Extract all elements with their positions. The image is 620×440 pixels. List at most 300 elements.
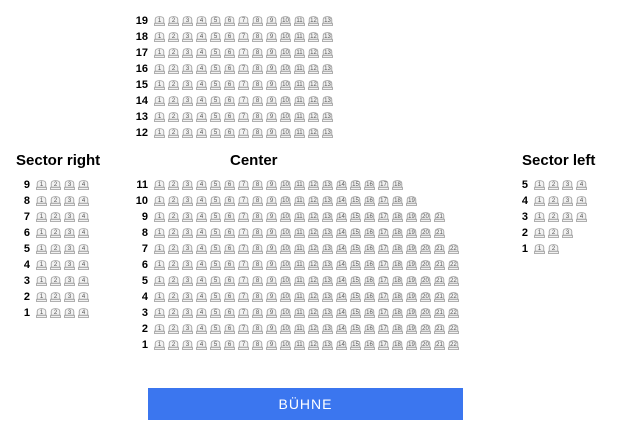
seat[interactable]: 5 [209,227,222,240]
seat[interactable]: 10 [282,50,289,56]
seat[interactable]: 21 [436,278,443,284]
seat[interactable]: 2 [547,243,560,256]
seat[interactable]: 11 [296,34,303,40]
seat[interactable]: 4 [77,195,90,208]
seat[interactable]: 14 [338,198,345,204]
seat[interactable]: 1 [533,243,546,256]
seat[interactable]: 6 [223,307,236,320]
seat[interactable]: 3 [63,211,76,224]
seat[interactable]: 10 [282,130,289,136]
seat[interactable]: 3 [181,111,194,124]
seat[interactable]: 1 [153,63,166,76]
seat[interactable]: 4 [195,31,208,44]
seat[interactable]: 9 [265,179,278,192]
seat[interactable]: 1 [153,243,166,256]
seat[interactable]: 3 [63,291,76,304]
seat[interactable]: 7 [237,63,250,76]
seat[interactable]: 11 [296,114,303,120]
seat[interactable]: 6 [223,95,236,108]
seat[interactable]: 9 [265,323,278,336]
seat[interactable]: 5 [209,291,222,304]
seat[interactable]: 11 [296,342,303,348]
seat[interactable]: 2 [547,211,560,224]
seat[interactable]: 7 [237,127,250,140]
seat[interactable]: 4 [195,15,208,28]
seat[interactable]: 22 [450,262,457,268]
seat[interactable]: 10 [282,326,289,332]
seat[interactable]: 12 [310,294,317,300]
seat[interactable]: 6 [223,291,236,304]
seat[interactable]: 11 [296,326,303,332]
seat[interactable]: 11 [296,198,303,204]
seat[interactable]: 7 [237,111,250,124]
seat[interactable]: 1 [153,195,166,208]
seat[interactable]: 1 [533,227,546,240]
seat[interactable]: 2 [547,227,560,240]
seat[interactable]: 10 [282,182,289,188]
seat[interactable]: 10 [282,278,289,284]
seat[interactable]: 20 [422,230,429,236]
seat[interactable]: 6 [223,127,236,140]
seat[interactable]: 4 [575,195,588,208]
seat[interactable]: 20 [422,214,429,220]
seat[interactable]: 8 [251,47,264,60]
seat[interactable]: 3 [63,195,76,208]
seat[interactable]: 22 [450,310,457,316]
seat[interactable]: 7 [237,95,250,108]
seat[interactable]: 16 [366,230,373,236]
seat[interactable]: 12 [310,198,317,204]
seat[interactable]: 21 [436,262,443,268]
seat[interactable]: 12 [310,98,317,104]
seat[interactable]: 13 [324,294,331,300]
seat[interactable]: 17 [380,262,387,268]
seat[interactable]: 11 [296,50,303,56]
seat[interactable]: 4 [195,79,208,92]
seat[interactable]: 6 [223,339,236,352]
seat[interactable]: 21 [436,214,443,220]
seat[interactable]: 4 [195,47,208,60]
seat[interactable]: 5 [209,307,222,320]
seat[interactable]: 3 [181,15,194,28]
seat[interactable]: 12 [310,214,317,220]
seat[interactable]: 10 [282,246,289,252]
seat[interactable]: 3 [181,259,194,272]
seat[interactable]: 7 [237,211,250,224]
seat[interactable]: 7 [237,179,250,192]
seat[interactable]: 2 [167,47,180,60]
seat[interactable]: 21 [436,230,443,236]
seat[interactable]: 6 [223,323,236,336]
seat[interactable]: 8 [251,211,264,224]
seat[interactable]: 1 [153,15,166,28]
seat[interactable]: 11 [296,278,303,284]
seat[interactable]: 6 [223,111,236,124]
seat[interactable]: 7 [237,79,250,92]
seat[interactable]: 4 [195,63,208,76]
seat[interactable]: 11 [296,66,303,72]
seat[interactable]: 19 [408,198,415,204]
seat[interactable]: 14 [338,326,345,332]
seat[interactable]: 6 [223,243,236,256]
seat[interactable]: 3 [181,179,194,192]
seat[interactable]: 17 [380,246,387,252]
seat[interactable]: 1 [533,195,546,208]
seat[interactable]: 8 [251,259,264,272]
seat[interactable]: 15 [352,294,359,300]
seat[interactable]: 3 [181,47,194,60]
seat[interactable]: 22 [450,278,457,284]
seat[interactable]: 8 [251,339,264,352]
seat[interactable]: 9 [265,79,278,92]
seat[interactable]: 1 [533,211,546,224]
seat[interactable]: 18 [394,310,401,316]
seat[interactable]: 15 [352,182,359,188]
seat[interactable]: 15 [352,278,359,284]
seat[interactable]: 7 [237,275,250,288]
seat[interactable]: 8 [251,15,264,28]
seat[interactable]: 8 [251,275,264,288]
seat[interactable]: 3 [561,227,574,240]
seat[interactable]: 2 [167,339,180,352]
seat[interactable]: 3 [181,339,194,352]
seat[interactable]: 12 [310,262,317,268]
seat[interactable]: 2 [167,243,180,256]
seat[interactable]: 4 [195,227,208,240]
seat[interactable]: 13 [324,230,331,236]
seat[interactable]: 2 [167,227,180,240]
seat[interactable]: 16 [366,326,373,332]
seat[interactable]: 14 [338,342,345,348]
seat[interactable]: 3 [181,63,194,76]
seat[interactable]: 14 [338,278,345,284]
seat[interactable]: 16 [366,310,373,316]
seat[interactable]: 3 [181,195,194,208]
seat[interactable]: 10 [282,294,289,300]
seat[interactable]: 5 [209,211,222,224]
seat[interactable]: 10 [282,82,289,88]
seat[interactable]: 3 [561,179,574,192]
seat[interactable]: 2 [49,243,62,256]
seat[interactable]: 1 [35,243,48,256]
seat[interactable]: 5 [209,259,222,272]
seat[interactable]: 4 [77,307,90,320]
seat[interactable]: 15 [352,246,359,252]
seat[interactable]: 8 [251,31,264,44]
seat[interactable]: 6 [223,275,236,288]
seat[interactable]: 20 [422,326,429,332]
seat[interactable]: 11 [296,130,303,136]
seat[interactable]: 3 [63,179,76,192]
seat[interactable]: 20 [422,310,429,316]
seat[interactable]: 17 [380,182,387,188]
seat[interactable]: 2 [49,227,62,240]
seat[interactable]: 18 [394,214,401,220]
seat[interactable]: 22 [450,342,457,348]
seat[interactable]: 13 [324,246,331,252]
seat[interactable]: 4 [195,211,208,224]
seat[interactable]: 2 [167,323,180,336]
seat[interactable]: 17 [380,342,387,348]
seat[interactable]: 2 [167,127,180,140]
seat[interactable]: 2 [49,259,62,272]
seat[interactable]: 19 [408,294,415,300]
seat[interactable]: 4 [195,179,208,192]
seat[interactable]: 10 [282,34,289,40]
seat[interactable]: 13 [324,18,331,24]
seat[interactable]: 18 [394,230,401,236]
seat[interactable]: 3 [63,227,76,240]
seat[interactable]: 12 [310,18,317,24]
seat[interactable]: 5 [209,243,222,256]
seat[interactable]: 6 [223,259,236,272]
seat[interactable]: 6 [223,31,236,44]
seat[interactable]: 12 [310,50,317,56]
seat[interactable]: 4 [195,111,208,124]
seat[interactable]: 20 [422,342,429,348]
seat[interactable]: 8 [251,195,264,208]
seat[interactable]: 18 [394,198,401,204]
seat[interactable]: 3 [181,211,194,224]
seat[interactable]: 7 [237,15,250,28]
seat[interactable]: 17 [380,230,387,236]
seat[interactable]: 2 [49,195,62,208]
seat[interactable]: 17 [380,310,387,316]
seat[interactable]: 15 [352,310,359,316]
seat[interactable]: 3 [181,127,194,140]
seat[interactable]: 10 [282,66,289,72]
seat[interactable]: 16 [366,182,373,188]
seat[interactable]: 15 [352,198,359,204]
seat[interactable]: 12 [310,326,317,332]
seat[interactable]: 5 [209,111,222,124]
seat[interactable]: 4 [195,307,208,320]
seat[interactable]: 15 [352,342,359,348]
seat[interactable]: 2 [167,291,180,304]
seat[interactable]: 17 [380,326,387,332]
seat[interactable]: 5 [209,95,222,108]
seat[interactable]: 1 [35,275,48,288]
seat[interactable]: 9 [265,275,278,288]
seat[interactable]: 1 [35,211,48,224]
seat[interactable]: 10 [282,114,289,120]
seat[interactable]: 1 [153,127,166,140]
seat[interactable]: 5 [209,31,222,44]
seat[interactable]: 6 [223,211,236,224]
seat[interactable]: 19 [408,214,415,220]
seat[interactable]: 9 [265,15,278,28]
seat[interactable]: 2 [167,111,180,124]
seat[interactable]: 4 [195,127,208,140]
seat[interactable]: 5 [209,47,222,60]
seat[interactable]: 22 [450,246,457,252]
seat[interactable]: 9 [265,291,278,304]
seat[interactable]: 1 [153,47,166,60]
seat[interactable]: 2 [167,79,180,92]
seat[interactable]: 8 [251,127,264,140]
seat[interactable]: 9 [265,111,278,124]
seat[interactable]: 13 [324,66,331,72]
seat[interactable]: 14 [338,182,345,188]
seat[interactable]: 15 [352,230,359,236]
seat[interactable]: 2 [167,195,180,208]
seat[interactable]: 16 [366,278,373,284]
seat[interactable]: 16 [366,342,373,348]
seat[interactable]: 2 [167,307,180,320]
seat[interactable]: 8 [251,111,264,124]
seat[interactable]: 10 [282,310,289,316]
seat[interactable]: 12 [310,34,317,40]
seat[interactable]: 13 [324,278,331,284]
seat[interactable]: 2 [49,179,62,192]
seat[interactable]: 14 [338,294,345,300]
seat[interactable]: 5 [209,275,222,288]
seat[interactable]: 3 [181,243,194,256]
seat[interactable]: 19 [408,246,415,252]
seat[interactable]: 10 [282,262,289,268]
seat[interactable]: 9 [265,47,278,60]
seat[interactable]: 13 [324,198,331,204]
seat[interactable]: 12 [310,342,317,348]
seat[interactable]: 6 [223,15,236,28]
seat[interactable]: 14 [338,214,345,220]
seat[interactable]: 1 [35,179,48,192]
seat[interactable]: 11 [296,98,303,104]
seat[interactable]: 3 [63,275,76,288]
seat[interactable]: 11 [296,230,303,236]
seat[interactable]: 11 [296,294,303,300]
seat[interactable]: 19 [408,310,415,316]
seat[interactable]: 8 [251,227,264,240]
seat[interactable]: 16 [366,214,373,220]
seat[interactable]: 20 [422,294,429,300]
seat[interactable]: 14 [338,230,345,236]
seat[interactable]: 2 [49,291,62,304]
seat[interactable]: 9 [265,227,278,240]
seat[interactable]: 1 [153,227,166,240]
seat[interactable]: 6 [223,47,236,60]
seat[interactable]: 12 [310,246,317,252]
seat[interactable]: 7 [237,227,250,240]
seat[interactable]: 21 [436,310,443,316]
seat[interactable]: 18 [394,262,401,268]
seat[interactable]: 3 [181,291,194,304]
seat[interactable]: 14 [338,246,345,252]
seat[interactable]: 16 [366,246,373,252]
seat[interactable]: 8 [251,79,264,92]
seat[interactable]: 6 [223,227,236,240]
seat[interactable]: 1 [153,275,166,288]
seat[interactable]: 15 [352,214,359,220]
seat[interactable]: 8 [251,95,264,108]
seat[interactable]: 18 [394,182,401,188]
seat[interactable]: 12 [310,130,317,136]
seat[interactable]: 22 [450,326,457,332]
seat[interactable]: 4 [575,179,588,192]
seat[interactable]: 13 [324,342,331,348]
seat[interactable]: 2 [167,15,180,28]
seat[interactable]: 2 [167,211,180,224]
seat[interactable]: 3 [63,259,76,272]
seat[interactable]: 7 [237,195,250,208]
seat[interactable]: 1 [153,79,166,92]
seat[interactable]: 1 [153,307,166,320]
seat[interactable]: 4 [77,291,90,304]
seat[interactable]: 19 [408,278,415,284]
seat[interactable]: 4 [77,179,90,192]
seat[interactable]: 1 [153,111,166,124]
seat[interactable]: 1 [153,323,166,336]
seat[interactable]: 9 [265,307,278,320]
seat[interactable]: 9 [265,339,278,352]
seat[interactable]: 10 [282,198,289,204]
seat[interactable]: 9 [265,95,278,108]
seat[interactable]: 10 [282,230,289,236]
seat[interactable]: 10 [282,214,289,220]
seat[interactable]: 4 [195,291,208,304]
seat[interactable]: 11 [296,246,303,252]
seat[interactable]: 18 [394,326,401,332]
seat[interactable]: 10 [282,98,289,104]
seat[interactable]: 1 [153,259,166,272]
seat[interactable]: 3 [181,323,194,336]
seat[interactable]: 7 [237,243,250,256]
seat[interactable]: 17 [380,278,387,284]
seat[interactable]: 3 [181,275,194,288]
seat[interactable]: 3 [181,95,194,108]
seat[interactable]: 9 [265,127,278,140]
seat[interactable]: 8 [251,323,264,336]
seat[interactable]: 19 [408,262,415,268]
seat[interactable]: 1 [153,211,166,224]
seat[interactable]: 4 [575,211,588,224]
seat[interactable]: 3 [561,211,574,224]
seat[interactable]: 13 [324,262,331,268]
seat[interactable]: 10 [282,18,289,24]
seat[interactable]: 8 [251,307,264,320]
seat[interactable]: 12 [310,66,317,72]
seat[interactable]: 12 [310,82,317,88]
seat[interactable]: 5 [209,63,222,76]
seat[interactable]: 21 [436,342,443,348]
seat[interactable]: 20 [422,262,429,268]
seat[interactable]: 2 [167,275,180,288]
seat[interactable]: 5 [209,179,222,192]
seat[interactable]: 18 [394,278,401,284]
seat[interactable]: 13 [324,130,331,136]
seat[interactable]: 12 [310,230,317,236]
seat[interactable]: 5 [209,127,222,140]
seat[interactable]: 7 [237,259,250,272]
seat[interactable]: 2 [547,179,560,192]
seat[interactable]: 2 [547,195,560,208]
seat[interactable]: 17 [380,214,387,220]
seat[interactable]: 2 [167,259,180,272]
seat[interactable]: 6 [223,79,236,92]
seat[interactable]: 2 [167,179,180,192]
seat[interactable]: 6 [223,195,236,208]
seat[interactable]: 7 [237,323,250,336]
seat[interactable]: 1 [153,31,166,44]
seat[interactable]: 13 [324,214,331,220]
seat[interactable]: 8 [251,179,264,192]
seat[interactable]: 4 [77,211,90,224]
seat[interactable]: 9 [265,63,278,76]
seat[interactable]: 12 [310,310,317,316]
seat[interactable]: 11 [296,82,303,88]
seat[interactable]: 22 [450,294,457,300]
seat[interactable]: 11 [296,214,303,220]
